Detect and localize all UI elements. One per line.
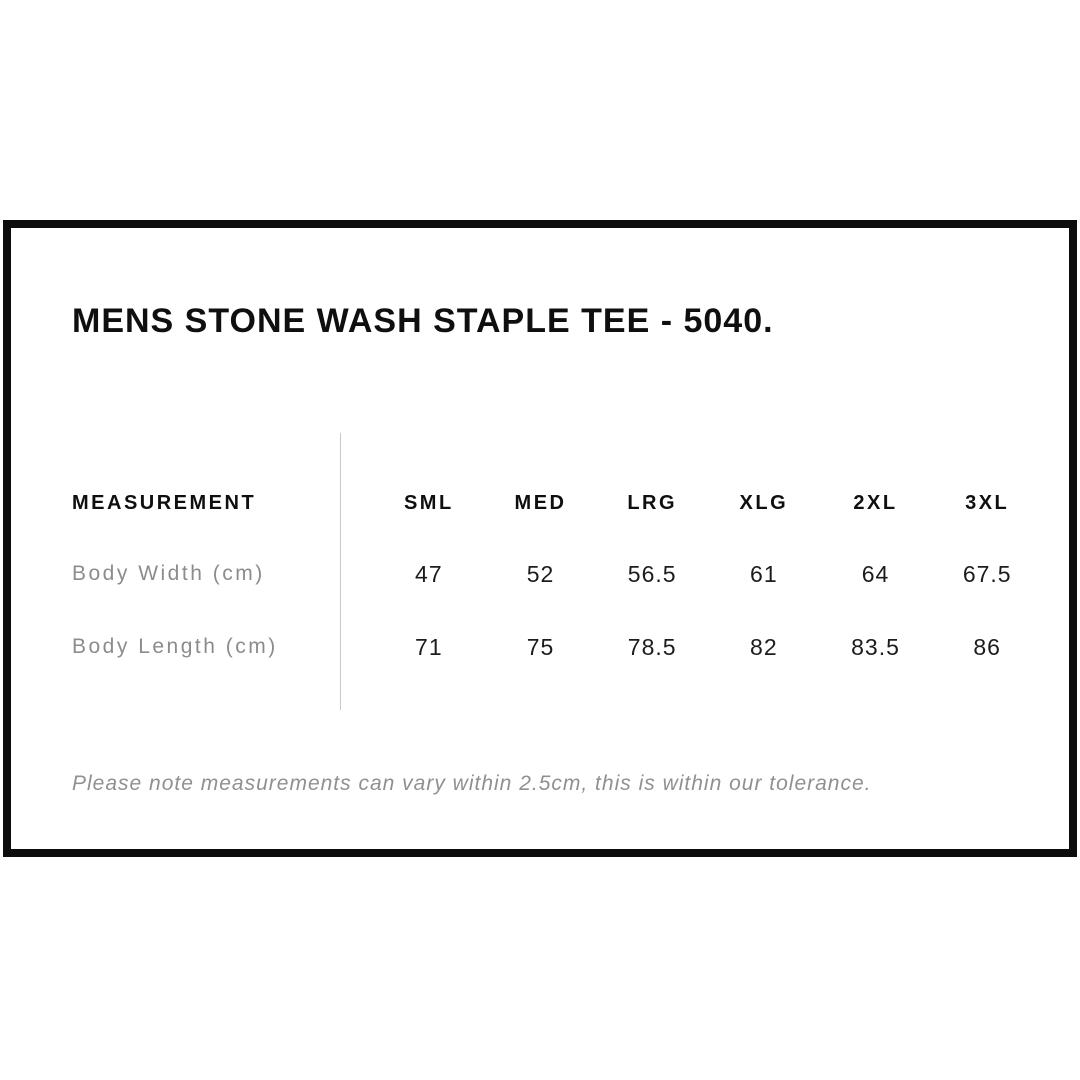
body-length-med: 75 xyxy=(526,634,555,660)
measurement-column-header: MEASUREMENT xyxy=(72,492,257,514)
product-title: MENS STONE WASH STAPLE TEE - 5040. xyxy=(72,302,774,340)
body-length-xlg: 82 xyxy=(750,634,778,660)
body-length-value-cells xyxy=(340,635,1043,659)
size-header-2xl: 2XL xyxy=(853,492,898,514)
size-header-sml: SML xyxy=(403,492,454,514)
size-header-lrg: LRG xyxy=(627,492,678,514)
size-header-cells xyxy=(340,491,1043,515)
body-width-sml: 47 xyxy=(415,561,443,587)
body-length-lrg: 78.5 xyxy=(627,634,677,660)
body-width-3xl: 67.5 xyxy=(962,561,1012,587)
size-chart-frame xyxy=(3,220,1077,857)
row-label-body-length: Body Length (cm) xyxy=(72,635,278,658)
size-header-3xl: 3XL xyxy=(965,492,1010,514)
body-width-med: 52 xyxy=(526,561,555,587)
size-header-med: MED xyxy=(514,492,567,514)
body-width-xlg: 61 xyxy=(750,561,778,587)
table-header-row xyxy=(72,491,1043,515)
table-row-body-width xyxy=(72,562,1043,586)
body-width-2xl: 64 xyxy=(861,561,890,587)
tolerance-note: Please note measurements can vary within 2.5cm, this is within our tolerance. xyxy=(72,772,872,795)
body-width-lrg: 56.5 xyxy=(627,561,677,587)
size-header-xlg: XLG xyxy=(739,492,789,514)
body-length-sml: 71 xyxy=(415,634,443,660)
table-row-body-length xyxy=(72,635,1043,659)
row-label-body-width: Body Width (cm) xyxy=(72,562,265,585)
body-length-3xl: 86 xyxy=(973,634,1001,660)
body-length-2xl: 83.5 xyxy=(851,634,900,660)
body-width-value-cells xyxy=(340,562,1043,586)
